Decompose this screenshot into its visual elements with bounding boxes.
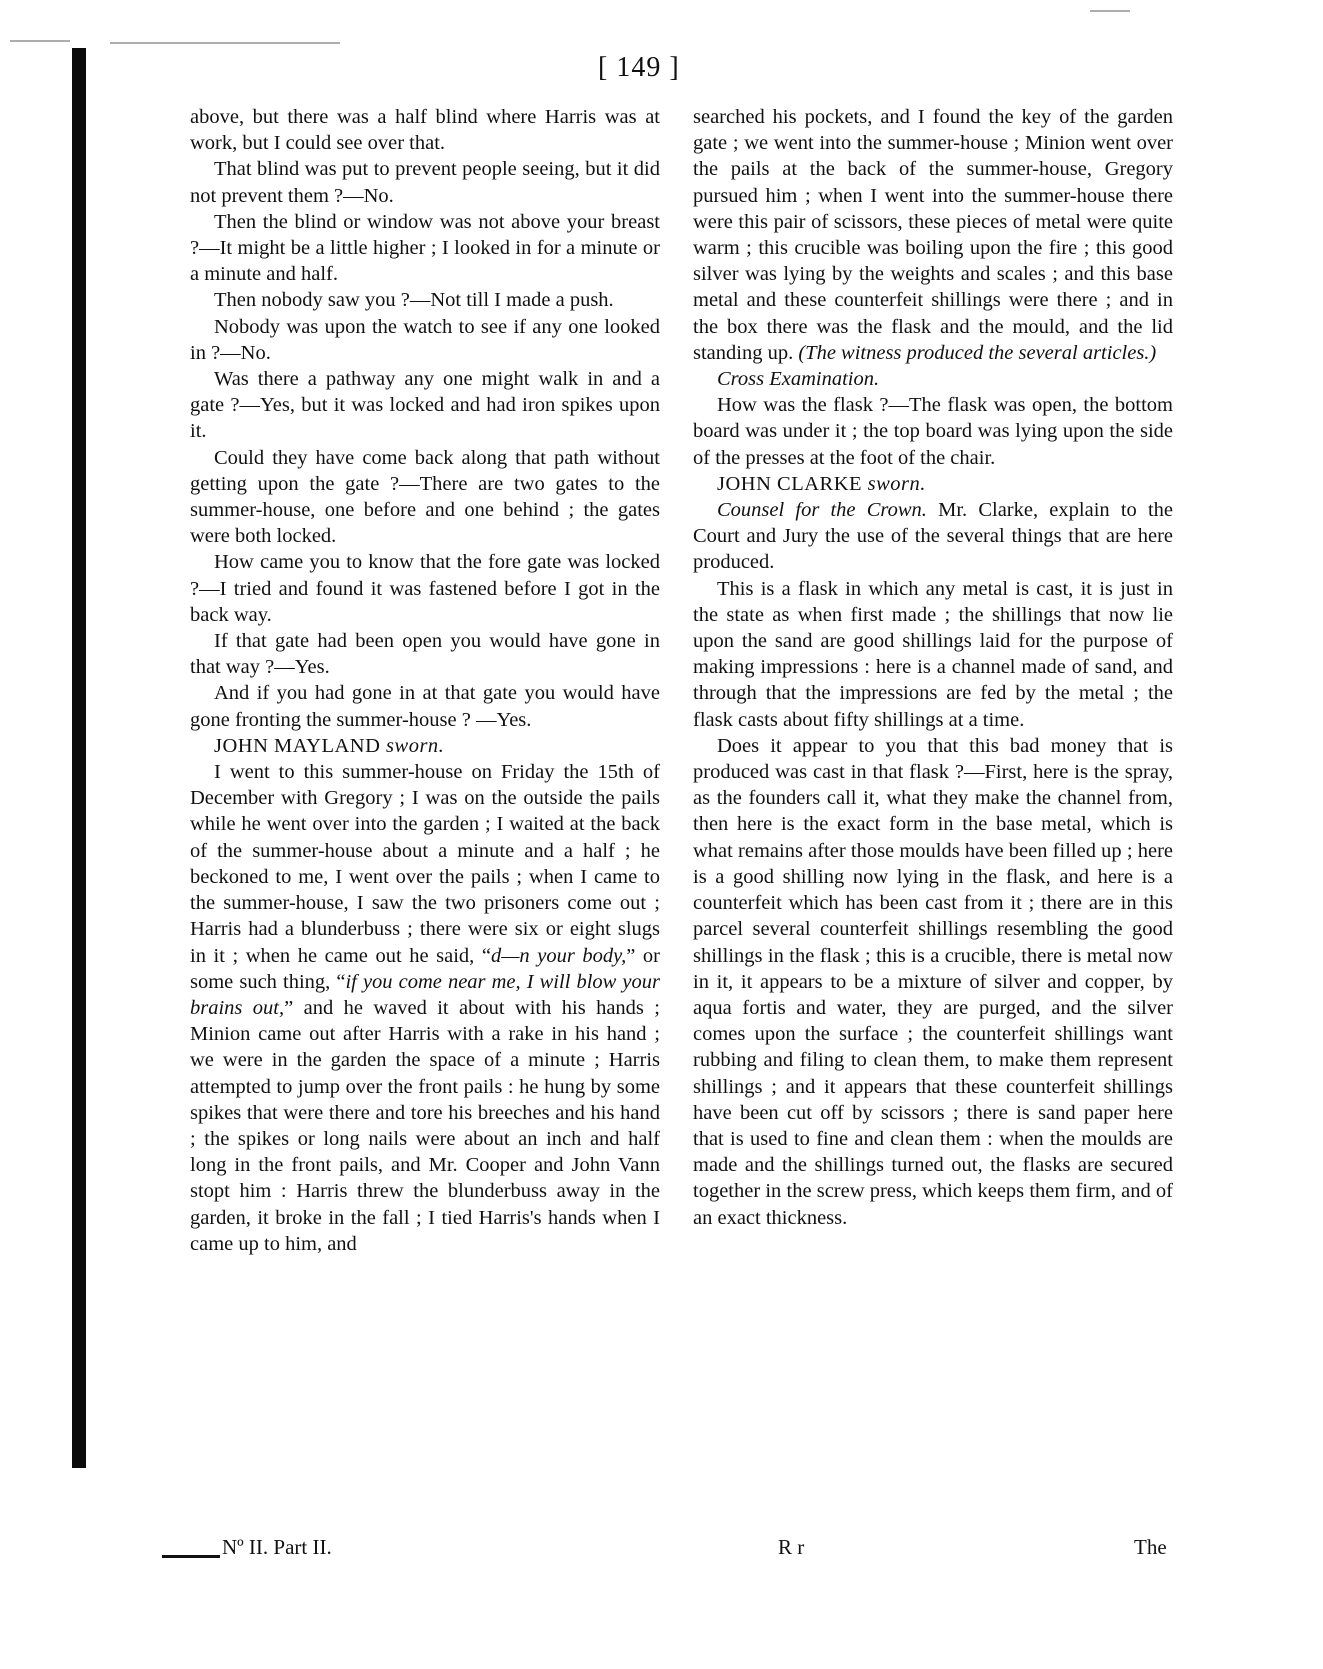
signature-mark: R r bbox=[778, 1535, 805, 1559]
clarke-paragraph: Does it appear to you that this bad money that is produced was cast in that flask ?—First, here is the spray, as the founders call it, what they make the channel from, then here is the exact form in the base metal, which is what remains after those moulds have been filled up ; here is a good shilling now lying in the flask, and here is a counterfeit which has been cast from it ; there are in this parcel several counterfeit shillings resembling the good shillings in the flask ; this is a crucible, there is metal now in it, it appears to be a mixture of silver and copper, by aqua fortis and water, they are purged, and the silver comes upon the surface ; the counterfeit shillings want rubbing and filing to clean them, to make them represent shillings ; and it appears that these counterfeit shillings have been cut off by scissors ; there is sand paper here that is used to fine and clean them : when the moulds are made and the shillings turned out, the flasks are secured together in the screw press, which keeps them firm, and of an exact thickness. bbox=[693, 734, 1173, 1229]
testimony-text: ” or some such thing, “ bbox=[190, 944, 660, 993]
scan-noise bbox=[10, 40, 70, 42]
testimony-quote: if you come near me, I will blow your brains out, bbox=[190, 970, 660, 1019]
paragraph-text: Mr. Clarke, explain to the Court and Jury the use of the several things that are here produced. bbox=[693, 499, 1173, 574]
qa-paragraph: Then the blind or window was not above your breast ?—It might be a little higher ; I looked in for a minute or a minute and half. bbox=[190, 210, 660, 286]
scan-noise bbox=[1090, 10, 1130, 12]
counsel-label: Counsel for the Crown. bbox=[717, 499, 927, 522]
margin-mark bbox=[162, 1555, 220, 1558]
qa-paragraph: Was there a pathway any one might walk in and a gate ?—Yes, but it was locked and had iron spikes upon it. bbox=[190, 368, 660, 443]
qa-paragraph: Could they have come back along that path without getting upon the gate ?—There are two gates to the summer-house, one before and one behind ; the gates were both locked. bbox=[190, 446, 660, 548]
qa-paragraph: Nobody was upon the watch to see if any one looked in ?—No. bbox=[190, 315, 660, 364]
counsel-paragraph bbox=[693, 497, 1173, 576]
testimony-text: I went to this summer-house on Friday the 15th of December with Gregory ; I was on the outside the pails while he went over into the garden ; I waited at the back of the summer-house about a minute and a half ; he beckoned to me, I went over the pails ; when I came to the summer-house, I saw the two prisoners come out ; Harris had a blunderbuss ; there were six or eight slugs in it ; when he came out he said, “ bbox=[190, 761, 660, 967]
paragraph-text: searched his pockets, and I found the key of the garden gate ; we went into the summer-house ; Minion went over the pails at the back of the summer-house, Gregory pursued him ; when I went into the summer-house there were this pair of scissors, these pieces of metal were quite warm ; this crucible was boiling upon the fire ; this good silver was lying by the weights and scales ; and this base metal and these counterfeit shillings were there ; and in the box there was the flask and the mould, and the lid standing up. bbox=[693, 106, 1173, 364]
qa-paragraph: How came you to know that the fore gate was locked ?—I tried and found it was fastened before I got in the back way. bbox=[190, 551, 660, 626]
cross-examination-heading: Cross Examination. bbox=[717, 368, 880, 391]
scan-noise bbox=[110, 42, 340, 44]
part-label: Nº II. Part II. bbox=[222, 1535, 332, 1559]
page-number: [ 149 ] bbox=[598, 52, 680, 83]
mayland-testimony bbox=[190, 759, 660, 1257]
stage-note: (The witness produced the several articles.) bbox=[798, 341, 1157, 364]
witness-heading bbox=[693, 471, 1173, 497]
qa-paragraph: And if you had gone in at that gate you would have gone fronting the summer-house ? —Yes. bbox=[190, 682, 660, 731]
binding-edge-shadow bbox=[72, 48, 86, 1468]
left-paragraphs bbox=[190, 104, 660, 733]
witness-name: JOHN CLARKE bbox=[717, 472, 863, 495]
qa-paragraph: If that gate had been open you would have gone in that way ?—Yes. bbox=[190, 630, 660, 679]
search-paragraph bbox=[693, 104, 1173, 366]
qa-paragraph: That blind was put to prevent people seeing, but it did not prevent them ?—No. bbox=[190, 158, 660, 207]
clarke-paragraph: This is a flask in which any metal is cast, it is just in the state as when first made ; the shillings that now lie upon the sand are good shillings laid for the purpose of making impressions : here is a channel made of sand, and through that the impressions are fed by the metal ; the flask casts about fifty shillings at a time. bbox=[693, 577, 1173, 731]
testimony-text: ” and he waved it about with his hands ; Minion came out after Harris with a rake in his hand ; we were in the garden the space of a minute ; Harris attempted to jump over the front pails : he hung by some spikes that were there and tore his breeches and his hand ; the spikes or long nails were about an inch and half long in the front pails, and Mr. Cooper and John Vann stopt him : Harris threw the blunderbuss away in the garden, it broke in the fall ; I tied Harris's hands when I came up to him, and bbox=[190, 996, 660, 1255]
right-column bbox=[693, 104, 1173, 1231]
testimony-quote: d—n your body, bbox=[490, 944, 627, 967]
left-column bbox=[190, 104, 660, 1257]
witness-name: JOHN MAYLAND bbox=[214, 734, 381, 757]
sworn-label: sworn. bbox=[386, 734, 445, 757]
qa-paragraph: Then nobody saw you ?—Not till I made a push. bbox=[214, 289, 614, 312]
catchword: The bbox=[1134, 1535, 1167, 1559]
qa-paragraph: above, but there was a half blind where Harris was at work, but I could see over that. bbox=[190, 106, 660, 155]
sworn-label: sworn. bbox=[867, 472, 926, 495]
witness-heading bbox=[190, 733, 660, 759]
cross-paragraph: How was the flask ?—The flask was open, the bottom board was under it ; the top board was lying upon the side of the presses at the foot of the chair. bbox=[693, 394, 1173, 469]
